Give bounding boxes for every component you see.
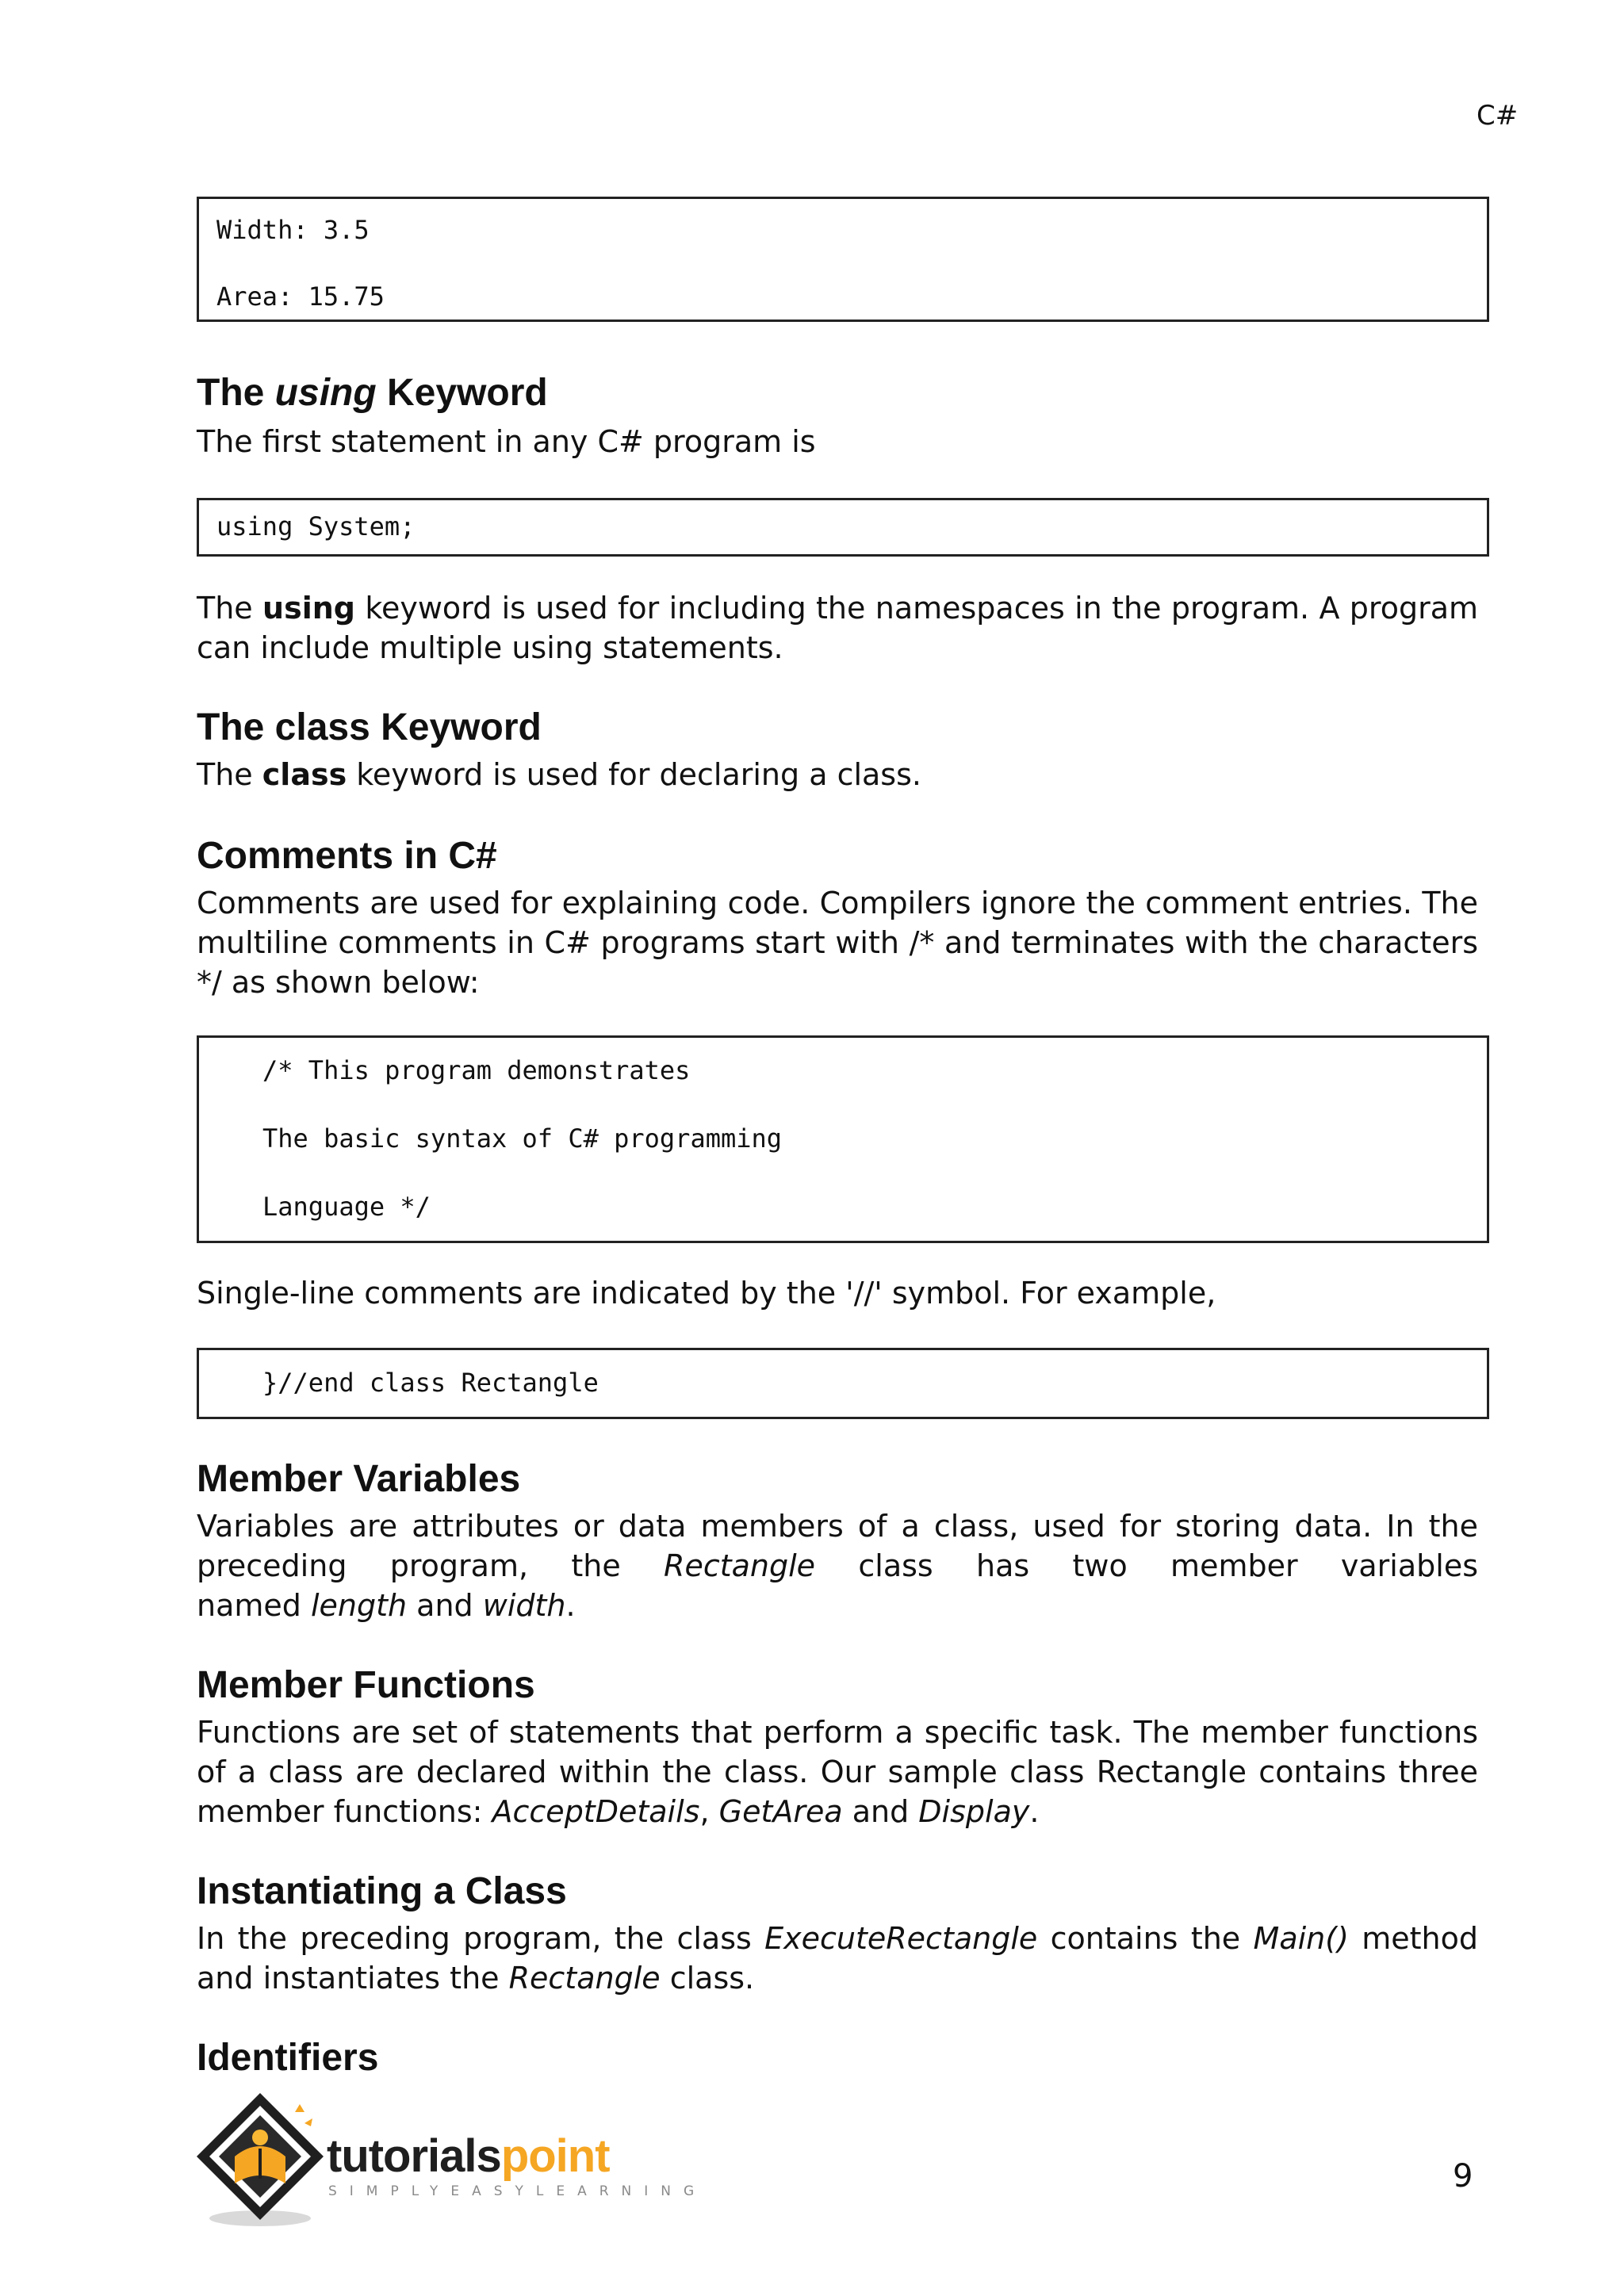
page-number: 9 (1453, 2158, 1473, 2195)
member-variables-paragraph (197, 1506, 1478, 1625)
italic-term: Rectangle (664, 1548, 816, 1583)
instantiating-paragraph (197, 1919, 1478, 1998)
heading-emphasis: using (274, 372, 377, 414)
logo-word-tutorials: tutorials (327, 2130, 501, 2182)
paragraph-line: Comments are used for explaining code. Compilers ignore the comment entries. The (197, 886, 1478, 920)
heading-member-functions: Member Functions (197, 1664, 535, 1706)
italic-term: ExecuteRectangle (764, 1921, 1038, 1956)
text-span: class. (660, 1961, 755, 1996)
using-code-box (197, 498, 1489, 557)
paragraph-line: */ as shown below: (197, 965, 480, 1000)
class-paragraph (197, 755, 1478, 794)
text-span: contains the (1037, 1921, 1254, 1956)
paragraph-line: can include multiple using statements. (197, 630, 783, 665)
text-span: member functions: (197, 1794, 492, 1829)
italic-term: Main() (1253, 1921, 1349, 1956)
logo-word-point: point (500, 2130, 610, 2182)
heading-instantiating-class: Instantiating a Class (197, 1870, 567, 1912)
paragraph-line (197, 588, 1478, 628)
text-span: keyword is used for declaring a class. (347, 757, 921, 792)
bold-keyword: using (262, 591, 355, 626)
paragraph-line (197, 1919, 1478, 1958)
text-span: class has two member variables (815, 1548, 1478, 1583)
paragraph-line (197, 1792, 1478, 1831)
using-paragraph (197, 588, 1478, 668)
multiline-comment-code-box (197, 1035, 1489, 1243)
italic-term: width (482, 1588, 566, 1623)
text-span: . (565, 1588, 576, 1623)
italic-term: AcceptDetails (492, 1794, 700, 1829)
text-span: , (699, 1794, 719, 1829)
paragraph-line: Functions are set of statements that perform a specific task. The member functions (197, 1715, 1478, 1750)
logo-tagline: SIMPLYEASYLEARNING (328, 2183, 707, 2199)
code-line: The basic syntax of C# programming (262, 1123, 783, 1154)
single-line-comment-code-box (197, 1348, 1489, 1419)
heading-class-keyword: The class Keyword (197, 706, 542, 748)
single-line-comment-text: Single-line comments are indicated by the '//' symbol. For example, (197, 1276, 1216, 1311)
logo-wordmark (327, 2130, 610, 2182)
paragraph-line (197, 1958, 1478, 1998)
paragraph-line: Variables are attributes or data members of a class, used for storing data. In the (197, 1509, 1478, 1544)
text-span: In the preceding program, the class (197, 1921, 765, 1956)
text-span: named (197, 1588, 311, 1623)
page-header-label: C# (1477, 100, 1519, 132)
member-functions-paragraph (197, 1712, 1478, 1831)
italic-term: Rectangle (508, 1961, 661, 1996)
paragraph-line: of a class are declared within the class. Our sample class Rectangle contains three (197, 1755, 1478, 1789)
text-span: The (197, 757, 262, 792)
text-span: and (842, 1794, 919, 1829)
using-intro-text: The first statement in any C# program is (197, 424, 816, 459)
paragraph-line (197, 1586, 1478, 1625)
code-line: Width: 3.5 (216, 215, 370, 245)
logo-diamond-icon (193, 2088, 328, 2231)
code-line: using System; (216, 511, 416, 541)
heading-text: The (197, 372, 275, 414)
text-span: preceding program, the (197, 1548, 665, 1583)
paragraph-line (197, 1546, 1478, 1586)
heading-member-variables: Member Variables (197, 1458, 521, 1500)
italic-term: GetArea (718, 1794, 843, 1829)
heading-comments: Comments in C# (197, 835, 497, 877)
text-span: and (407, 1588, 483, 1623)
code-line: /* This program demonstrates (262, 1055, 691, 1085)
heading-using-keyword (197, 369, 548, 417)
heading-identifiers: Identifiers (197, 2037, 379, 2079)
text-span: keyword is used for including the namespaces in the program. A program (354, 591, 1478, 626)
comments-paragraph (197, 883, 1478, 1002)
text-span: method (1348, 1921, 1478, 1956)
italic-term: length (310, 1588, 408, 1623)
paragraph-line: multiline comments in C# programs start with /* and terminates with the characters (197, 925, 1478, 960)
code-line: Language */ (262, 1192, 431, 1222)
tutorialspoint-logo (193, 2088, 707, 2231)
text-span: The (197, 591, 263, 626)
bold-keyword: class (262, 757, 347, 792)
heading-text: Keyword (376, 372, 548, 414)
code-line: Area: 15.75 (216, 281, 385, 312)
text-span: and instantiates the (197, 1961, 509, 1996)
text-span: . (1029, 1794, 1040, 1829)
italic-term: Display (918, 1794, 1030, 1829)
code-line: }//end class Rectangle (262, 1368, 599, 1398)
output-code-box (197, 197, 1489, 322)
